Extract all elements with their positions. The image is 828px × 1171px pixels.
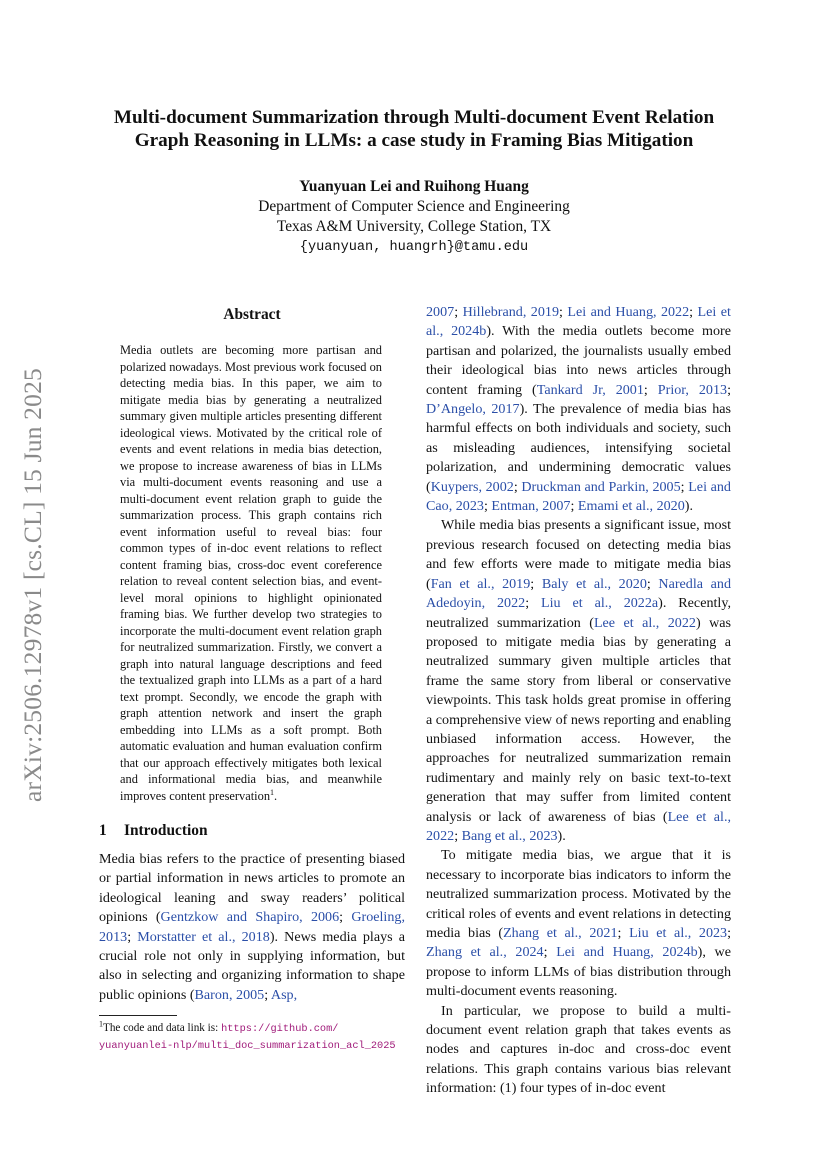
author-email: {yuanyuan, huangrh}@tamu.edu — [299, 239, 529, 255]
text-run: ; — [454, 827, 462, 844]
text-run: ) was proposed to mitigate media bias by generating a neutralized summary given multiple articles that frame the same story from liberal or conservative viewpoints. This task holds great promise in offering a comprehensive view of news reporting and enabling unbiased information access. However, the approaches for neutralized summarization remain rudimentary and mainly rely on basic text-to-text generation that may suffer from limited content analysis or lack of awareness of bias ( — [426, 614, 731, 825]
text-run: While media bias presents a significant issue, most previous research focused on detecting media bias and few efforts were made to mitigate media bias ( — [426, 517, 731, 592]
citation-link[interactable]: Asp, — [270, 986, 298, 1003]
section-number: 1 — [99, 822, 107, 839]
citation-link[interactable]: Baron, 2005 — [194, 986, 265, 1003]
citation-link[interactable]: Zhang et al., 2021 — [503, 925, 618, 941]
text-run: ). Recently, neutralized summarization ( — [426, 595, 731, 631]
citation-link[interactable]: D’Angelo, 2017 — [426, 401, 520, 418]
citation-link[interactable]: Kuypers, 2002 — [430, 478, 514, 495]
citation-link[interactable]: Fan et al., 2019 — [430, 575, 531, 592]
arxiv-stamp-text: arXiv:2506.12978v1 [cs.CL] 15 Jun 2025 — [18, 368, 48, 802]
footnote-url-part-1[interactable]: https://github.com/ — [221, 1023, 339, 1036]
abstract-end: . — [274, 788, 278, 803]
citation-link[interactable]: Lei and Huang, 2024b — [556, 944, 698, 961]
text-run: ; — [646, 575, 659, 592]
abstract-footnote-mark[interactable]: 1 — [270, 787, 275, 797]
footnote-text: The code and data link is: — [103, 1022, 222, 1035]
text-run: ; — [339, 909, 352, 926]
text-run: To mitigate media bias, we argue that it is necessary to incorporate bias indicators to inform the neutralized summarization process. Motivated by the critical roles of events and event relations in detecting media bias ( — [426, 847, 731, 941]
citation-link[interactable]: Groeling, 2013 — [99, 909, 405, 945]
text-run: ). News media plays a crucial role not only in supplying information, but also in selecting and organizing information to shape public opinions ( — [99, 928, 405, 1003]
text-run: ; — [543, 944, 557, 961]
citation-link[interactable]: Zhang et al., 2024 — [426, 944, 544, 961]
title-line-2: Graph Reasoning in LLMs: a case study in Framing Bias Mitigation — [134, 130, 694, 151]
abstract-body: Media outlets are becoming more partisan and polarized nowadays. Most previous work focused on detecting media bias. In this paper, we aim to mitigate media bias by generating a neutralized summary given multiple articles presenting different ideological views. Motivated by the critical role of events and event relations in media bias detection, we propose to increase awareness of bias in LLMs via multi-document events reasoning and use a multi-document event relation graph to guide the summarization process. This graph contains rich event information useful to reveal bias: four common types of in-doc event relations to reflect content framing bias, cross-doc event coreference relation to reveal content selection bias, and event-level moral opinions to highlight opinionated framing bias. We further develop two strategies to incorporate the multi-document event relation graph for neutralized summarization. Firstly, we convert a graph into natural language descriptions and feed the textualized graph into LLMs as a part of a hard text prompt. Secondly, we encode the graph with graph attention network and insert the graph embedding into LLMs as a soft prompt. Both automatic evaluation and human evaluation confirm that our approach effectively mitigates both lexical and informational media bias, and meanwhile improves content preservation — [120, 343, 382, 803]
citation-link[interactable]: Liu et al., 2023 — [629, 925, 728, 941]
citation-link[interactable]: 2007 — [426, 304, 455, 320]
text-run: ; — [680, 478, 689, 495]
citation-link[interactable]: Hillebrand, 2019 — [462, 304, 559, 320]
text-run: ; — [483, 498, 492, 515]
section-title: Introduction — [124, 822, 208, 839]
intro-paragraph-1 — [99, 850, 405, 1005]
author-names: Yuanyuan Lei and Ruihong Huang — [299, 178, 529, 195]
abstract-heading: Abstract — [223, 306, 281, 323]
text-run: ; — [454, 304, 463, 320]
text-run: ; — [530, 575, 542, 592]
author-block — [60, 177, 768, 258]
citation-link[interactable]: Liu et al., 2022a — [541, 595, 659, 612]
citation-link[interactable]: Baly et al., 2020 — [541, 575, 647, 592]
left-column — [99, 306, 405, 1054]
text-run: In particular, we propose to build a multi-document event relation graph that takes events as nodes and captures in-doc and cross-doc event relations. This graph contains various bias relevant information: (1) four types of in-doc event — [426, 1002, 731, 1097]
arxiv-identifier-stamp — [14, 345, 52, 825]
right-column — [426, 303, 731, 1099]
author-university: Texas A&M University, College Station, TX — [276, 218, 552, 236]
citation-link[interactable]: Tankard Jr, 2001 — [536, 381, 644, 398]
citation-link[interactable]: Lei and Huang, 2022 — [567, 304, 690, 320]
citation-link[interactable]: Emami et al., 2020 — [577, 498, 685, 515]
author-department: Department of Computer Science and Engineering — [258, 198, 570, 216]
text-run: ). The prevalence of media bias has harmful effects on both individuals and society, such as misleading audiences, intensifying societal polarization, and undermining democratic values ( — [426, 401, 731, 495]
text-run: ; — [525, 595, 542, 612]
abstract-text — [120, 342, 382, 804]
text-run: ; — [689, 304, 698, 320]
text-run: ). — [557, 827, 566, 844]
right-paragraph-2 — [426, 516, 731, 846]
right-paragraph-3 — [426, 846, 731, 1001]
citation-link[interactable]: Gentzkow and Shapiro, 2006 — [160, 909, 340, 926]
text-run: ). — [684, 498, 693, 515]
paper-title — [60, 106, 768, 152]
citation-link[interactable]: Entman, 2007 — [491, 498, 571, 515]
text-run: ). With the media outlets become more partisan and polarized, the journalists usually embed their ideological bias into news articles through content framing ( — [426, 323, 731, 398]
text-run: ; — [570, 498, 578, 515]
citation-link[interactable]: Druckman and Parkin, 2005 — [521, 478, 681, 495]
text-run: ; — [727, 925, 732, 941]
title-line-1: Multi-document Summarization through Multi-document Event Relation — [113, 107, 715, 128]
text-run: ; — [617, 925, 630, 941]
text-run: ; — [643, 381, 658, 398]
text-run: ; — [264, 986, 271, 1003]
footnote-divider — [99, 1015, 177, 1016]
footnote — [99, 1020, 405, 1054]
section-heading-introduction — [99, 821, 405, 841]
text-run: ), we propose to inform LLMs of bias distribution through multi-document events reasoning. — [426, 944, 731, 1000]
citation-link[interactable]: Prior, 2013 — [657, 381, 728, 398]
text-run: ; — [127, 928, 138, 945]
citation-link[interactable]: Bang et al., 2023 — [461, 827, 558, 844]
footnote-url-part-2[interactable]: yuanyuanlei-nlp/multi_doc_summarization_acl_2025 — [99, 1040, 396, 1053]
citation-link[interactable]: Lee et al., 2022 — [426, 808, 731, 844]
right-paragraph-4 — [426, 1002, 731, 1099]
citation-link[interactable]: Naredla and Adedoyin, 2022 — [426, 575, 731, 612]
footnote-mark: 1 — [99, 1019, 103, 1029]
text-run: ; — [727, 381, 731, 398]
citation-link[interactable]: Morstatter et al., 2018 — [137, 928, 270, 945]
citation-link[interactable]: Lei et al., 2024b — [426, 304, 731, 340]
citation-link[interactable]: Lee et al., 2022 — [593, 614, 696, 631]
citation-link[interactable]: Lei and Cao, 2023 — [426, 478, 731, 515]
text-run: ; — [513, 478, 522, 495]
right-paragraph-1 — [426, 303, 731, 516]
text-run: Media bias refers to the practice of presenting biased or partial information in news articles to promote an ideological leaning and sway readers’ political opinions ( — [99, 851, 405, 926]
text-run: ; — [559, 304, 568, 320]
